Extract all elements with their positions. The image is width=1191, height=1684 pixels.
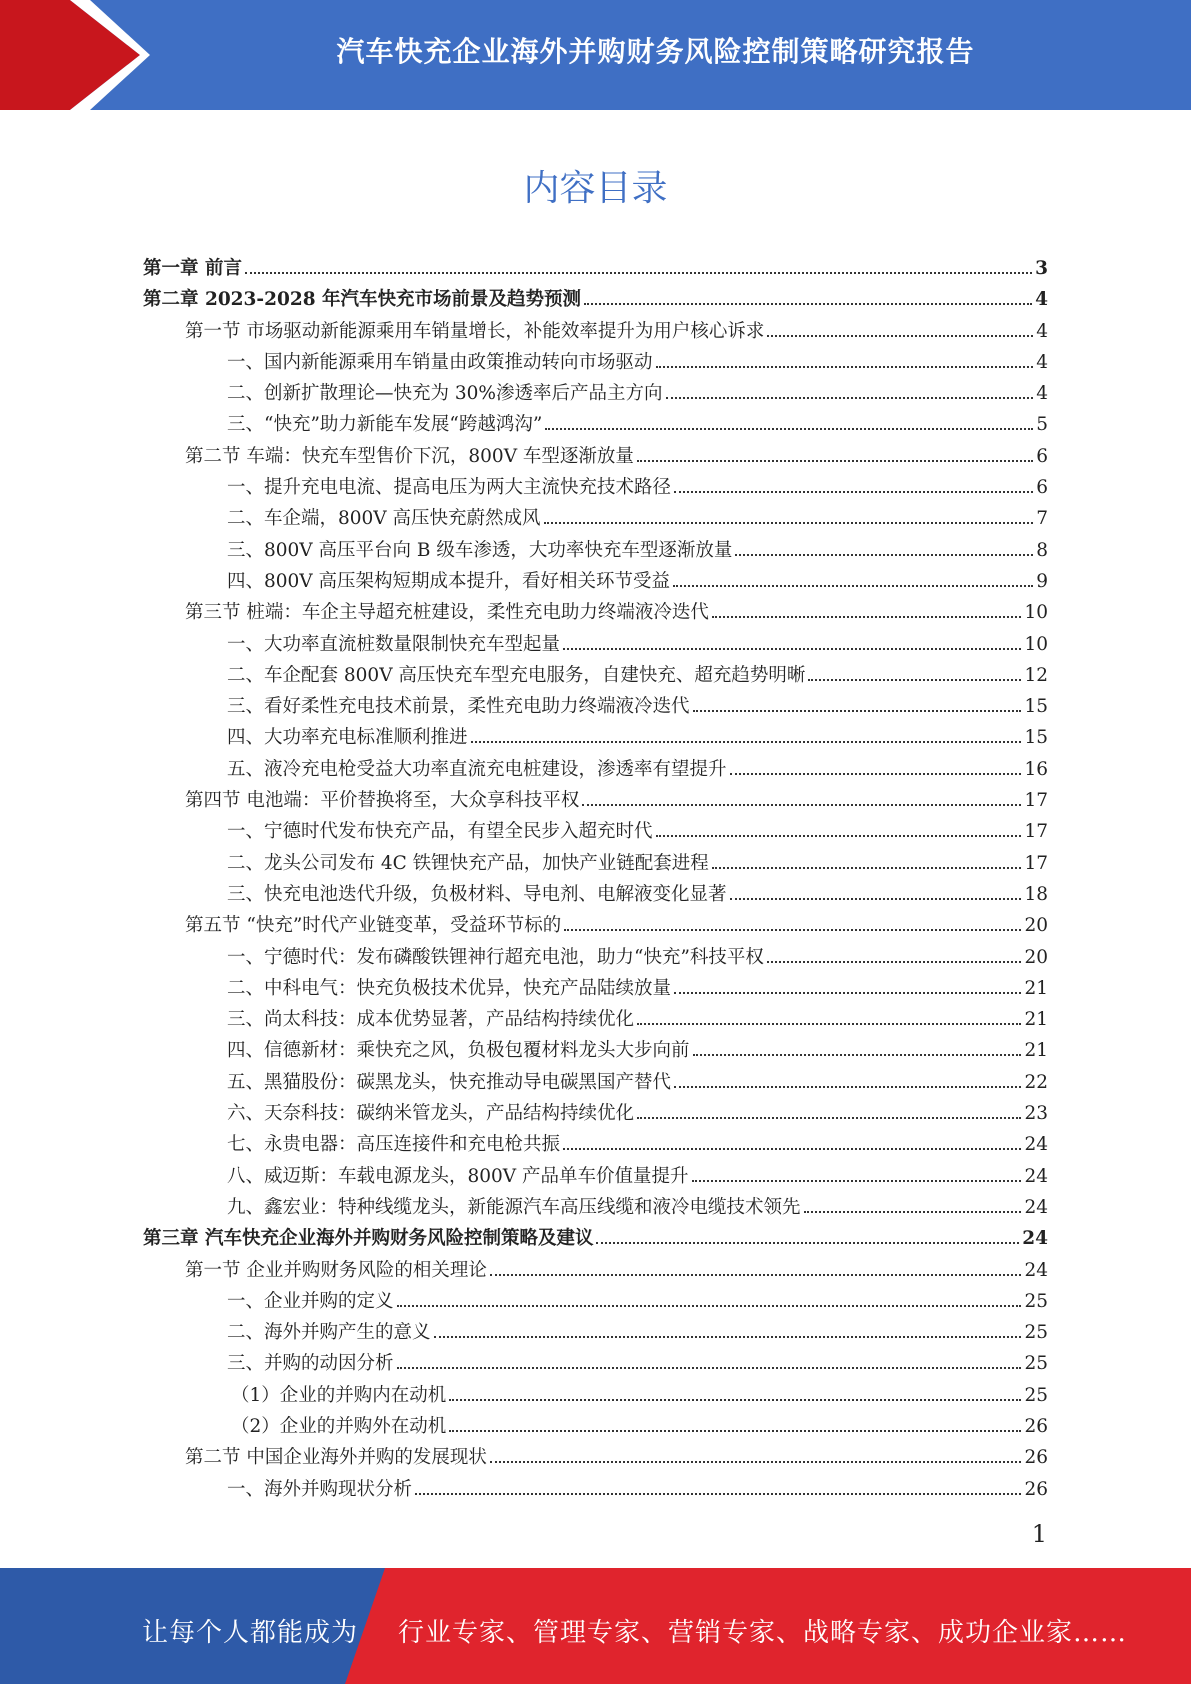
toc-leader-dots xyxy=(767,961,1022,963)
toc-entry[interactable] xyxy=(143,347,1048,378)
toc-entry-label: 一、宁德时代发布快充产品，有望全民步入超充时代 xyxy=(227,821,653,843)
toc-leader-dots xyxy=(434,1336,1022,1338)
toc-entry-label: 二、创新扩散理论—快充为 30%渗透率后产品主方向 xyxy=(227,383,663,405)
toc-entry-page: 26 xyxy=(1024,1447,1048,1469)
toc-entry-page: 3 xyxy=(1035,258,1048,279)
toc-entry-label: 三、快充电池迭代升级，负极材料、导电剂、电解液变化显著 xyxy=(227,883,727,905)
toc-entry-page: 26 xyxy=(1024,1478,1048,1500)
page-number: 1 xyxy=(1031,1520,1047,1548)
toc-entry-label: 第三章 汽车快充企业海外并购财务风险控制策略及建议 xyxy=(143,1228,594,1250)
toc-entry[interactable] xyxy=(143,1161,1048,1192)
toc-entry[interactable] xyxy=(143,1348,1048,1379)
toc-entry[interactable] xyxy=(143,1474,1048,1505)
toc-title: 内容目录 xyxy=(523,168,668,209)
toc-entry-label: 二、龙头公司发布 4C 铁锂快充产品，加快产业链配套进程 xyxy=(227,852,709,874)
toc-entry-page: 6 xyxy=(1036,445,1048,467)
toc-entry[interactable] xyxy=(143,472,1048,503)
table-of-contents xyxy=(143,253,1048,1505)
toc-entry[interactable] xyxy=(143,942,1048,973)
toc-entry-label: 第一节 企业并购财务风险的相关理论 xyxy=(185,1259,487,1281)
toc-leader-dots xyxy=(415,1493,1021,1495)
toc-entry-label: 九、鑫宏业：特种线缆龙头，新能源汽车高压线缆和液冷电缆技术领先 xyxy=(227,1196,801,1218)
toc-entry-page: 22 xyxy=(1024,1071,1048,1093)
toc-entry-label: 六、天奈科技：碳纳米管龙头，产品结构持续优化 xyxy=(227,1103,635,1125)
toc-entry-page: 26 xyxy=(1024,1415,1048,1437)
toc-leader-dots xyxy=(582,804,1021,806)
toc-entry[interactable] xyxy=(143,1411,1048,1442)
toc-entry-page: 15 xyxy=(1024,727,1048,749)
toc-entry-page: 12 xyxy=(1024,664,1048,686)
toc-entry-label: 一、提升充电电流、提高电压为两大主流快充技术路径 xyxy=(227,477,672,499)
toc-leader-dots xyxy=(674,992,1021,994)
toc-leader-dots xyxy=(397,1367,1022,1369)
toc-entry-label: 二、中科电气：快充负极技术优异，快充产品陆续放量 xyxy=(227,977,672,999)
toc-entry[interactable] xyxy=(143,722,1048,753)
toc-entry-page: 21 xyxy=(1024,1009,1048,1031)
toc-leader-dots xyxy=(673,585,1033,587)
toc-entry-page: 24 xyxy=(1024,1134,1048,1156)
toc-entry-label: 第二章 2023-2028 年汽车快充市场前景及趋势预测 xyxy=(143,289,582,311)
toc-entry-label: 五、黑猫股份：碳黑龙头，快充推动导电碳黑国产替代 xyxy=(227,1071,672,1093)
toc-leader-dots xyxy=(545,428,1033,430)
toc-entry-label: 第三节 桩端：车企主导超充桩建设，柔性充电助力终端液冷迭代 xyxy=(185,602,709,624)
toc-leader-dots xyxy=(674,491,1033,493)
toc-entry[interactable] xyxy=(143,973,1048,1004)
toc-entry-label: 第二节 中国企业海外并购的发展现状 xyxy=(185,1447,487,1469)
toc-leader-dots xyxy=(730,773,1022,775)
toc-entry-page: 10 xyxy=(1024,633,1048,655)
toc-entry-label: 三、看好柔性充电技术前景，柔性充电助力终端液冷迭代 xyxy=(227,696,690,718)
toc-entry[interactable] xyxy=(143,316,1048,347)
toc-entry[interactable] xyxy=(143,1442,1048,1473)
toc-entry-label: 二、海外并购产生的意义 xyxy=(227,1322,431,1344)
toc-entry[interactable] xyxy=(143,253,1048,284)
toc-entry-page: 24 xyxy=(1024,1196,1048,1218)
toc-entry-page: 17 xyxy=(1024,852,1048,874)
toc-entry[interactable] xyxy=(143,284,1048,315)
toc-leader-dots xyxy=(449,1430,1021,1432)
footer-banner xyxy=(0,1568,1191,1684)
toc-entry[interactable] xyxy=(143,503,1048,534)
toc-entry[interactable] xyxy=(143,597,1048,628)
toc-leader-dots xyxy=(693,710,1022,712)
toc-leader-dots xyxy=(693,1054,1022,1056)
toc-entry[interactable] xyxy=(143,378,1048,409)
toc-leader-dots xyxy=(490,1461,1022,1463)
toc-entry-page: 4 xyxy=(1035,289,1048,311)
toc-entry[interactable] xyxy=(143,1192,1048,1223)
toc-entry[interactable] xyxy=(143,1223,1048,1254)
toc-entry-label: 第二节 车端：快充车型售价下沉，800V 车型逐渐放量 xyxy=(185,445,634,467)
toc-entry-label: 第一节 市场驱动新能源乘用车销量增长，补能效率提升为用户核心诉求 xyxy=(185,320,765,342)
toc-leader-dots xyxy=(564,929,1021,931)
toc-entry-page: 9 xyxy=(1036,570,1048,592)
toc-entry-page: 4 xyxy=(1036,351,1048,373)
toc-leader-dots xyxy=(397,1305,1022,1307)
toc-entry[interactable] xyxy=(143,409,1048,440)
toc-entry-label: 四、800V 高压架构短期成本提升，看好相关环节受益 xyxy=(227,570,671,592)
toc-entry-label: 一、宁德时代：发布磷酸铁锂神行超充电池，助力“快充”科技平权 xyxy=(227,946,764,968)
toc-entry-label: 三、“快充”助力新能车发展“跨越鸿沟” xyxy=(227,414,543,436)
toc-entry-page: 18 xyxy=(1024,883,1048,905)
toc-leader-dots xyxy=(490,1274,1022,1276)
toc-entry[interactable] xyxy=(143,1286,1048,1317)
toc-entry[interactable] xyxy=(143,535,1048,566)
toc-entry-page: 25 xyxy=(1024,1290,1048,1312)
toc-entry-page: 10 xyxy=(1024,602,1048,624)
toc-entry-label: 二、车企端，800V 高压快充蔚然成风 xyxy=(227,508,541,530)
toc-leader-dots xyxy=(735,554,1033,556)
toc-entry[interactable] xyxy=(143,816,1048,847)
toc-leader-dots xyxy=(584,303,1032,305)
toc-entry-page: 8 xyxy=(1036,539,1048,561)
toc-entry[interactable] xyxy=(143,1067,1048,1098)
toc-leader-dots xyxy=(637,1023,1021,1025)
toc-entry-label: 一、企业并购的定义 xyxy=(227,1290,394,1312)
toc-leader-dots xyxy=(808,679,1021,681)
toc-entry-page: 23 xyxy=(1024,1103,1048,1125)
toc-entry-label: 一、海外并购现状分析 xyxy=(227,1478,413,1500)
toc-entry-page: 4 xyxy=(1036,320,1048,342)
toc-entry[interactable] xyxy=(143,1035,1048,1066)
toc-entry[interactable] xyxy=(143,566,1048,597)
toc-entry-label: 四、大功率充电标准顺利推进 xyxy=(227,727,468,749)
toc-entry-page: 24 xyxy=(1022,1228,1048,1250)
toc-entry[interactable] xyxy=(143,1317,1048,1348)
toc-leader-dots xyxy=(767,335,1033,337)
toc-entry-label: 二、车企配套 800V 高压快充车型充电服务，自建快充、超充趋势明晰 xyxy=(227,664,806,686)
toc-leader-dots xyxy=(563,648,1021,650)
toc-leader-dots xyxy=(245,272,1032,274)
toc-entry-page: 15 xyxy=(1024,696,1048,718)
header-banner xyxy=(0,0,1191,110)
toc-entry-page: 4 xyxy=(1036,383,1048,405)
toc-entry-label: 五、液冷充电枪受益大功率直流充电桩建设，渗透率有望提升 xyxy=(227,758,727,780)
toc-entry[interactable] xyxy=(143,1004,1048,1035)
toc-entry-page: 25 xyxy=(1024,1322,1048,1344)
toc-entry-page: 21 xyxy=(1024,1040,1048,1062)
toc-entry-page: 5 xyxy=(1036,414,1048,436)
toc-entry[interactable] xyxy=(143,910,1048,941)
toc-entry[interactable] xyxy=(143,629,1048,660)
toc-leader-dots xyxy=(730,898,1022,900)
toc-entry-label: （1）企业的并购内在动机 xyxy=(231,1384,447,1406)
toc-entry-label: 第四节 电池端：平价替换将至，大众享科技平权 xyxy=(185,790,580,812)
toc-entry-label: 八、威迈斯：车载电源龙头，800V 产品单车价值量提升 xyxy=(227,1165,689,1187)
toc-entry-label: 四、信德新材：乘快充之风，负极包覆材料龙头大步向前 xyxy=(227,1040,690,1062)
toc-leader-dots xyxy=(637,460,1033,462)
footer-slogan-left: 让每个人都能成为 xyxy=(142,1618,359,1648)
toc-entry-page: 20 xyxy=(1024,915,1048,937)
toc-entry[interactable] xyxy=(143,785,1048,816)
toc-entry-label: 三、并购的动因分析 xyxy=(227,1353,394,1375)
toc-entry-label: 第五节 “快充”时代产业链变革，受益环节标的 xyxy=(185,915,562,937)
toc-entry-page: 24 xyxy=(1024,1259,1048,1281)
toc-entry-page: 24 xyxy=(1024,1165,1048,1187)
toc-entry-page: 25 xyxy=(1024,1353,1048,1375)
toc-entry[interactable] xyxy=(143,660,1048,691)
toc-leader-dots xyxy=(596,1242,1019,1244)
toc-leader-dots xyxy=(563,1148,1021,1150)
toc-entry-label: （2）企业的并购外在动机 xyxy=(231,1415,447,1437)
toc-leader-dots xyxy=(712,867,1022,869)
toc-leader-dots xyxy=(449,1399,1021,1401)
toc-entry-page: 21 xyxy=(1024,977,1048,999)
toc-leader-dots xyxy=(692,1180,1022,1182)
toc-entry-page: 17 xyxy=(1024,790,1048,812)
toc-entry-page: 20 xyxy=(1024,946,1048,968)
toc-entry[interactable] xyxy=(143,879,1048,910)
toc-entry-label: 一、大功率直流桩数量限制快充车型起量 xyxy=(227,633,561,655)
toc-entry[interactable] xyxy=(143,1255,1048,1286)
toc-entry-label: 第一章 前言 xyxy=(143,258,242,279)
toc-entry[interactable] xyxy=(143,848,1048,879)
toc-entry[interactable] xyxy=(143,754,1048,785)
toc-entry-label: 三、尚太科技：成本优势显著，产品结构持续优化 xyxy=(227,1009,635,1031)
toc-entry-page: 25 xyxy=(1024,1384,1048,1406)
toc-entry[interactable] xyxy=(143,1098,1048,1129)
toc-entry[interactable] xyxy=(143,691,1048,722)
toc-entry[interactable] xyxy=(143,441,1048,472)
toc-entry-label: 一、国内新能源乘用车销量由政策推动转向市场驱动 xyxy=(227,351,653,373)
toc-leader-dots xyxy=(804,1211,1022,1213)
toc-entry-page: 6 xyxy=(1036,477,1048,499)
toc-entry-label: 七、永贵电器：高压连接件和充电枪共振 xyxy=(227,1134,561,1156)
toc-entry-label: 三、800V 高压平台向 B 级车渗透，大功率快充车型逐渐放量 xyxy=(227,539,733,561)
toc-leader-dots xyxy=(471,741,1022,743)
footer-slogan-right: 行业专家、管理专家、营销专家、战略专家、成功企业家…… xyxy=(398,1618,1128,1648)
toc-entry[interactable] xyxy=(143,1129,1048,1160)
toc-leader-dots xyxy=(666,397,1034,399)
toc-entry-page: 16 xyxy=(1024,758,1048,780)
toc-leader-dots xyxy=(656,835,1022,837)
toc-entry[interactable] xyxy=(143,1380,1048,1411)
toc-leader-dots xyxy=(637,1117,1021,1119)
toc-leader-dots xyxy=(544,522,1034,524)
toc-leader-dots xyxy=(674,1086,1021,1088)
toc-leader-dots xyxy=(656,366,1034,368)
toc-entry-page: 7 xyxy=(1036,508,1048,530)
toc-leader-dots xyxy=(712,616,1022,618)
toc-entry-page: 17 xyxy=(1024,821,1048,843)
report-title: 汽车快充企业海外并购财务风险控制策略研究报告 xyxy=(336,35,975,68)
